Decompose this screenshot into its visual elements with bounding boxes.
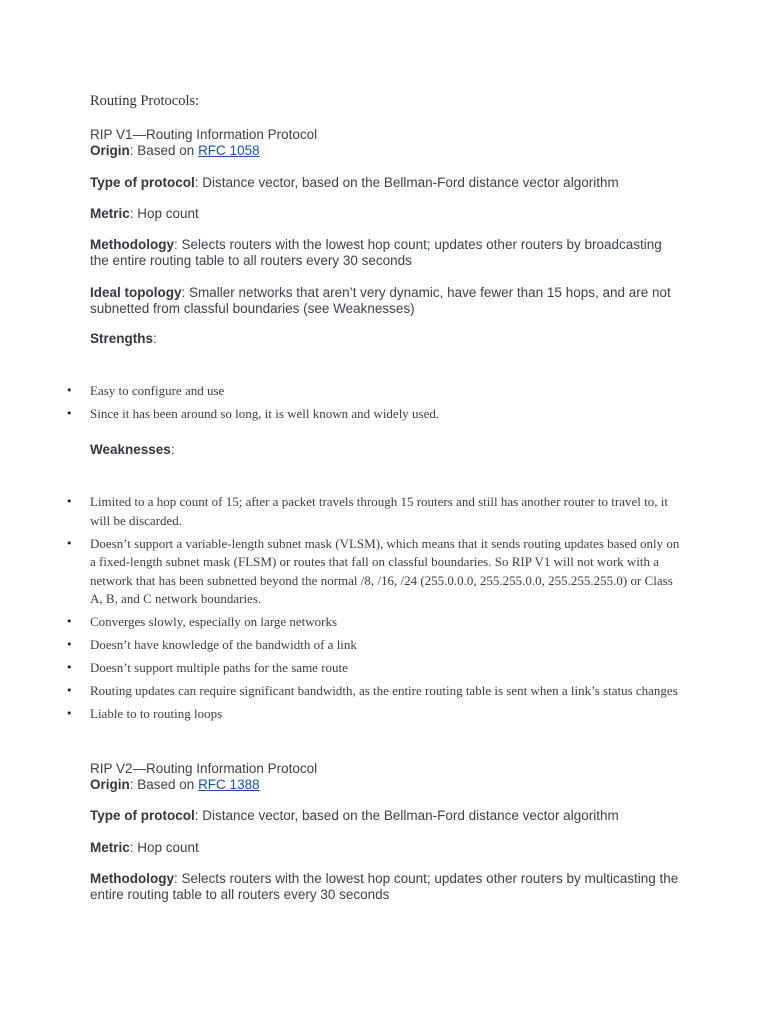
- type-label: Type of protocol: [90, 808, 195, 823]
- rip1-title-origin: [90, 127, 680, 159]
- metric-text: : Hop count: [129, 206, 199, 221]
- topology-text: : Smaller networks that aren’t very dynamic, have fewer than 15 hops, and are not subnetted from classful boundaries (see Weaknesses): [90, 285, 671, 316]
- strengths-list: [60, 382, 680, 428]
- rip2-methodology: [90, 871, 680, 903]
- rip2-origin: [90, 777, 680, 793]
- weaknesses-list: [60, 493, 680, 728]
- rip2-title-origin: [90, 761, 680, 793]
- origin-text: : Based on: [129, 777, 199, 792]
- weaknesses-colon: :: [170, 442, 175, 457]
- rip1-weaknesses-label: [90, 442, 680, 458]
- methodology-text: : Selects routers with the lowest hop count; updates other routers by broadcasting the entire routing table to all routers every 30 seconds: [90, 237, 662, 268]
- list-item: • Liable to to routing loops: [60, 705, 680, 724]
- rip1-metric: [90, 206, 680, 222]
- type-label: Type of protocol: [90, 175, 195, 190]
- list-item: • Limited to a hop count of 15; after a packet travels through 15 routers and still has another router to travel to, it will be discarded.: [60, 493, 680, 530]
- metric-label: Metric: [90, 206, 130, 221]
- strengths-label: Strengths: [90, 331, 154, 346]
- strengths-colon: :: [153, 331, 157, 346]
- rip2-type: [90, 808, 680, 824]
- metric-label: Metric: [90, 840, 130, 855]
- list-item: • Doesn’t have knowledge of the bandwidth of a link: [60, 636, 680, 655]
- rip2-metric: [90, 840, 680, 856]
- methodology-label: Methodology: [90, 871, 174, 886]
- topology-label: Ideal topology: [90, 285, 182, 300]
- rip2-title: RIP V2—Routing Information Protocol: [90, 761, 318, 776]
- rfc-1388-link[interactable]: RFC 1388: [198, 777, 260, 792]
- type-text: : Distance vector, based on the Bellman-Ford distance vector algorithm: [194, 808, 619, 823]
- list-item: • Doesn’t support a variable-length subnet mask (VLSM), which means that it sends routing updates based only on a fixed-length subnet mask (FLSM) or routes that fall on classful boundaries. So RIP V1 will not work with a network that has been subnetted beyond the normal /8, /16, /24 (255.0.0.0, 255.255.0.0, 255.255.255.0) or Class A, B, and C network boundaries.: [60, 535, 680, 609]
- rip1-strengths-label: [90, 331, 680, 347]
- methodology-text: : Selects routers with the lowest hop count; updates other routers by multicasting the entire routing table to all routers every 30 seconds: [90, 871, 679, 902]
- list-item: • Routing updates can require significant bandwidth, as the entire routing table is sent when a link’s status changes: [60, 682, 680, 701]
- list-item: • Converges slowly, especially on large networks: [60, 613, 680, 632]
- rip1-type: [90, 175, 680, 191]
- rip1-topology: [90, 285, 680, 317]
- metric-text: : Hop count: [129, 840, 199, 855]
- rip1-methodology: [90, 237, 680, 269]
- list-item: • Easy to configure and use: [60, 382, 680, 401]
- origin-label: Origin: [90, 143, 130, 158]
- list-item: • Since it has been around so long, it is well known and widely used.: [60, 405, 680, 424]
- page-heading: Routing Protocols:: [90, 93, 200, 109]
- origin-text: : Based on: [129, 143, 199, 158]
- origin-label: Origin: [90, 777, 130, 792]
- weaknesses-label: Weaknesses: [90, 442, 171, 457]
- rfc-1058-link[interactable]: RFC 1058: [198, 143, 260, 158]
- type-text: : Distance vector, based on the Bellman-Ford distance vector algorithm: [194, 175, 619, 190]
- rip1-origin: [90, 143, 680, 159]
- methodology-label: Methodology: [90, 237, 174, 252]
- list-item: • Doesn’t support multiple paths for the same route: [60, 659, 680, 678]
- rip1-title: RIP V1—Routing Information Protocol: [90, 127, 318, 142]
